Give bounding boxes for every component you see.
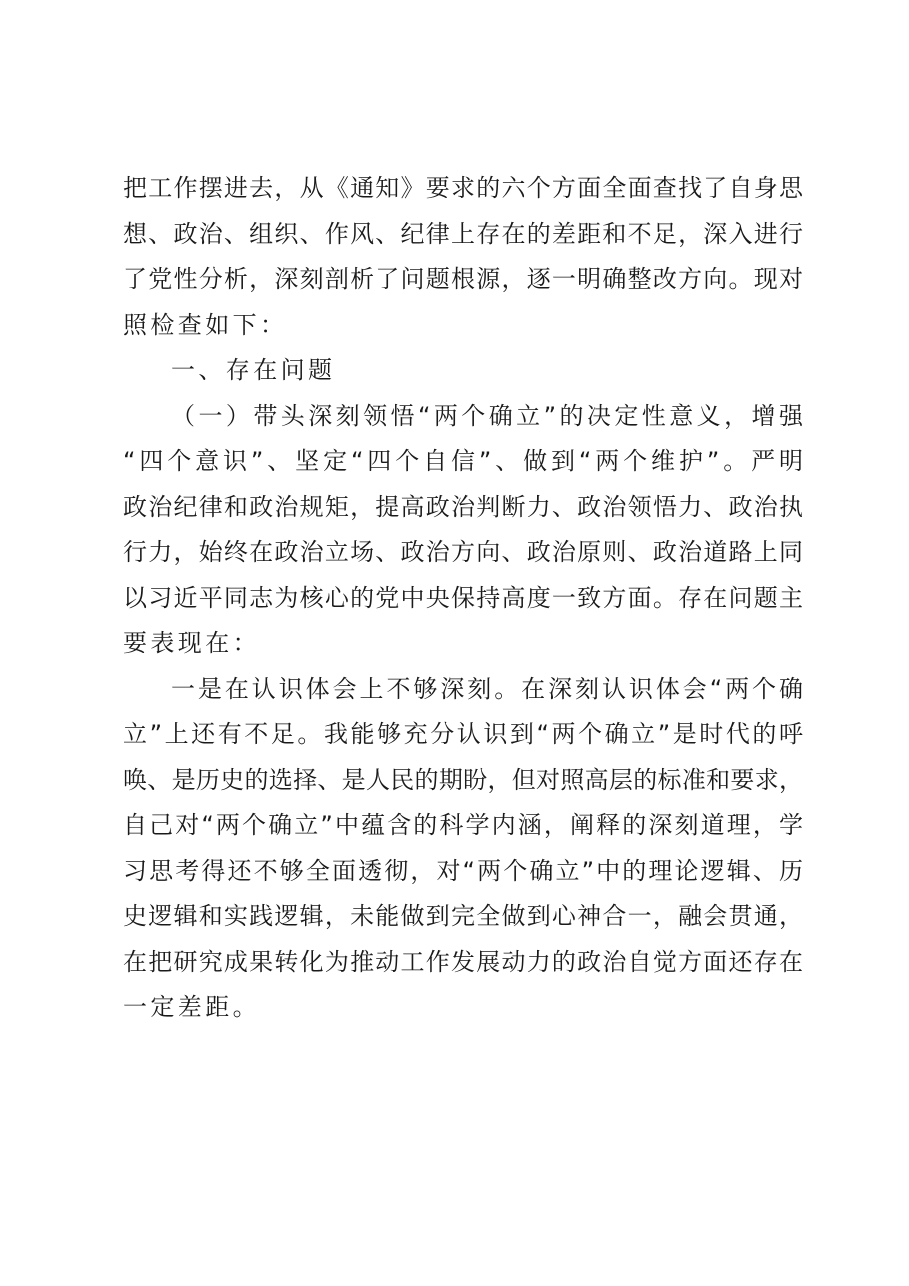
document-body xyxy=(123,166,803,1031)
paragraph-line: 唤、是历史的选择、是人民的期盼，但对照高层的标准和要求， xyxy=(123,765,803,794)
paragraph-line: 在把研究成果转化为推动工作发展动力的政治自觉方面还存在 xyxy=(123,947,803,976)
paragraph-line: 史逻辑和实践逻辑，未能做到完全做到心神合一，融会贯通， xyxy=(123,902,803,930)
paragraph-line: 把工作摆进去，从《通知》要求的六个方面全面查找了自身思 xyxy=(123,174,803,202)
paragraph-line: “四个意识”、坚定“四个自信”、做到“两个维护”。严明 xyxy=(123,447,803,475)
paragraph-line: 照检查如下： xyxy=(123,310,288,339)
paragraph-line: 想、政治、组织、作风、纪律上存在的差距和不足，深入进行 xyxy=(123,219,803,248)
section-heading-text: 一、存在问题 xyxy=(171,356,336,384)
paragraph-line: 立”上还有不足。我能够充分认识到“两个确立”是时代的呼 xyxy=(123,720,803,748)
paragraph-line: 要表现在： xyxy=(123,629,260,657)
paragraph-line: 自己对“两个确立”中蕴含的科学内涵，阐释的深刻道理，学 xyxy=(123,811,803,839)
paragraph-line: 了党性分析，深刻剖析了问题根源，逐一明确整改方向。现对 xyxy=(123,265,803,293)
paragraph-line: 一是在认识体会上不够深刻。在深刻认识体会“两个确 xyxy=(171,674,803,703)
paragraph-point-1 xyxy=(123,667,803,1031)
paragraph-line: 行力，始终在政治立场、政治方向、政治原则、政治道路上同 xyxy=(123,538,803,566)
paragraph-line: 政治纪律和政治规矩，提高政治判断力、政治领悟力、政治执 xyxy=(123,492,803,521)
section-heading xyxy=(123,348,803,394)
paragraph-line: 以习近平同志为核心的党中央保持高度一致方面。存在问题主 xyxy=(123,583,803,612)
paragraph-intro xyxy=(123,166,803,348)
paragraph-line: 一定差距。 xyxy=(123,993,260,1021)
paragraph-line: 习思考得还不够全面透彻，对“两个确立”中的理论逻辑、历 xyxy=(123,856,803,885)
paragraph-line: （一）带头深刻领悟“两个确立”的决定性意义，增强 xyxy=(171,401,803,430)
paragraph-subsection-1 xyxy=(123,394,803,667)
